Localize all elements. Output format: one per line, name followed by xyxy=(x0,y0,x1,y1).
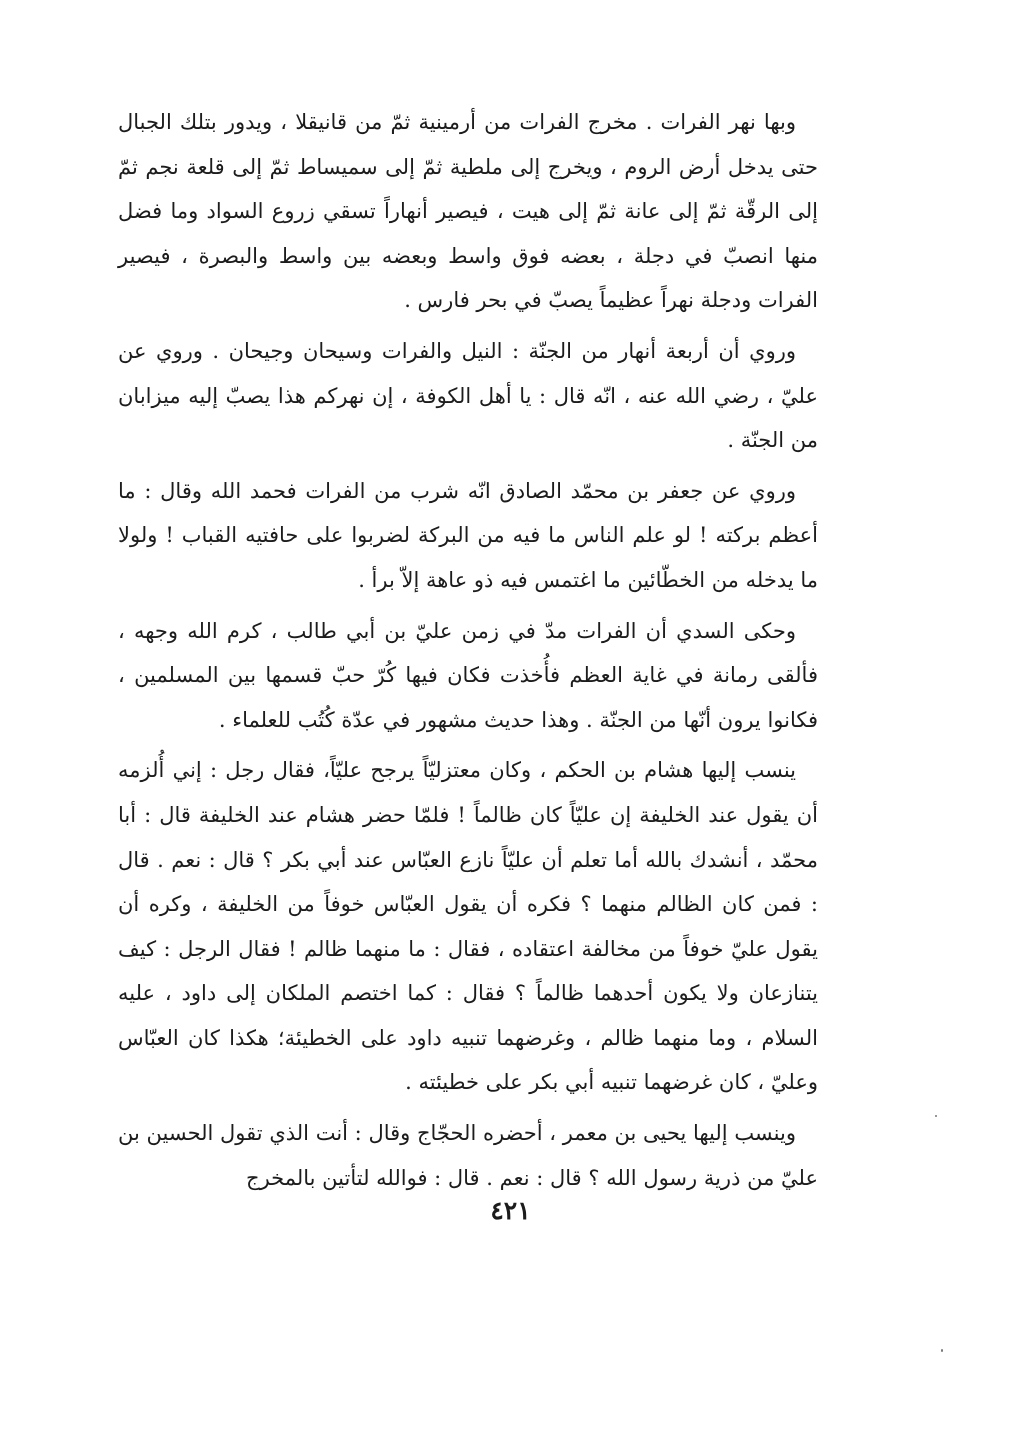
scan-speck xyxy=(935,1115,937,1117)
paragraph-jafar-al-sadiq: وروي عن جعفر بن محمّد الصادق انّه شرب من الفرات فحمد الله وقال : ما أعظم بركته ! لو علم الناس ما فيه من البركة لضربوا على حافتيه القباب ! ولولا ما يدخله من الخطّائين ما اغتمس فيه ذو عاهة إلاّ برأ . xyxy=(118,478,818,592)
page-number: ٤٢١ xyxy=(490,1196,531,1225)
paragraph-euphrates-course: وبها نهر الفرات . مخرج الفرات من أرمينية ثمّ من قانيقلا ، ويدور بتلك الجبال حتى يدخل أرض الروم ، ويخرج إلى ملطية ثمّ إلى سميساط ثمّ إلى قلعة نجم ثمّ إلى الرقّة ثمّ إلى عانة ثمّ إلى هيت ، فيصير أنهاراً تسقي زروع السواد وما فضل منها انصبّ في دجلة ، بعضه فوق واسط وبعضه بين واسط والبصرة ، فيصير الفرات ودجلة نهراً عظيماً يصبّ في بحر فارس . xyxy=(118,110,818,313)
scan-speck xyxy=(941,1349,943,1352)
paragraph-rivers-of-paradise: وروي أن أربعة أنهار من الجنّة : النيل والفرات وسيحان وجيحان . وروي عن عليّ ، رضي الله عنه ، انّه قال : يا أهل الكوفة ، إن نهركم هذا يصبّ إليه ميزابان من الجنّة . xyxy=(118,338,818,453)
body-text xyxy=(118,100,818,1206)
paragraph-yahya-ibn-mamar: وينسب إليها يحيى بن معمر ، أحضره الحجّاج وقال : أنت الذي تقول الحسين بن عليّ من ذرية رسول الله ؟ قال : نعم . قال : فوالله لتأتين بالمخرج xyxy=(118,1121,818,1190)
paragraph-pomegranate-story: وحكى السدي أن الفرات مدّ في زمن عليّ بن أبي طالب ، كرم الله وجهه ، فألقى رمانة في غاية العظم فأُخذت فكان فيها كُرّ حبّ قسمها بين المسلمين ، فكانوا يرون أنّها من الجنّة . وهذا حديث مشهور في عدّة كُتُب للعلماء . xyxy=(118,618,818,732)
paragraph-hisham-ibn-al-hakam: ينسب إليها هشام بن الحكم ، وكان معتزليّاً يرجح عليّاً، فقال رجل : إني أُلزمه أن يقول عند الخليفة إن عليّاً كان ظالماً ! فلمّا حضر هشام عند الخليفة قال : أبا محمّد ، أنشدك بالله أما تعلم أن عليّاً نازع العبّاس عند أبي بكر ؟ قال : نعم . قال : فمن كان الظالم منهما ؟ فكره أن يقول العبّاس خوفاً من الخليفة ، وكره أن يقول عليّ خوفاً من مخالفة اعتقاده ، فقال : ما منهما ظالم ! فقال الرجل : كيف يتنازعان ولا يكون أحدهما ظالماً ؟ فقال : كما اختصم الملكان إلى داود ، عليه السلام ، وما منهما ظالم ، وغرضهما تنبيه داود على الخطيئة؛ هكذا كان العبّاس وعليّ ، كان غرضهما تنبيه أبي بكر على خطيئته . xyxy=(118,758,818,1095)
